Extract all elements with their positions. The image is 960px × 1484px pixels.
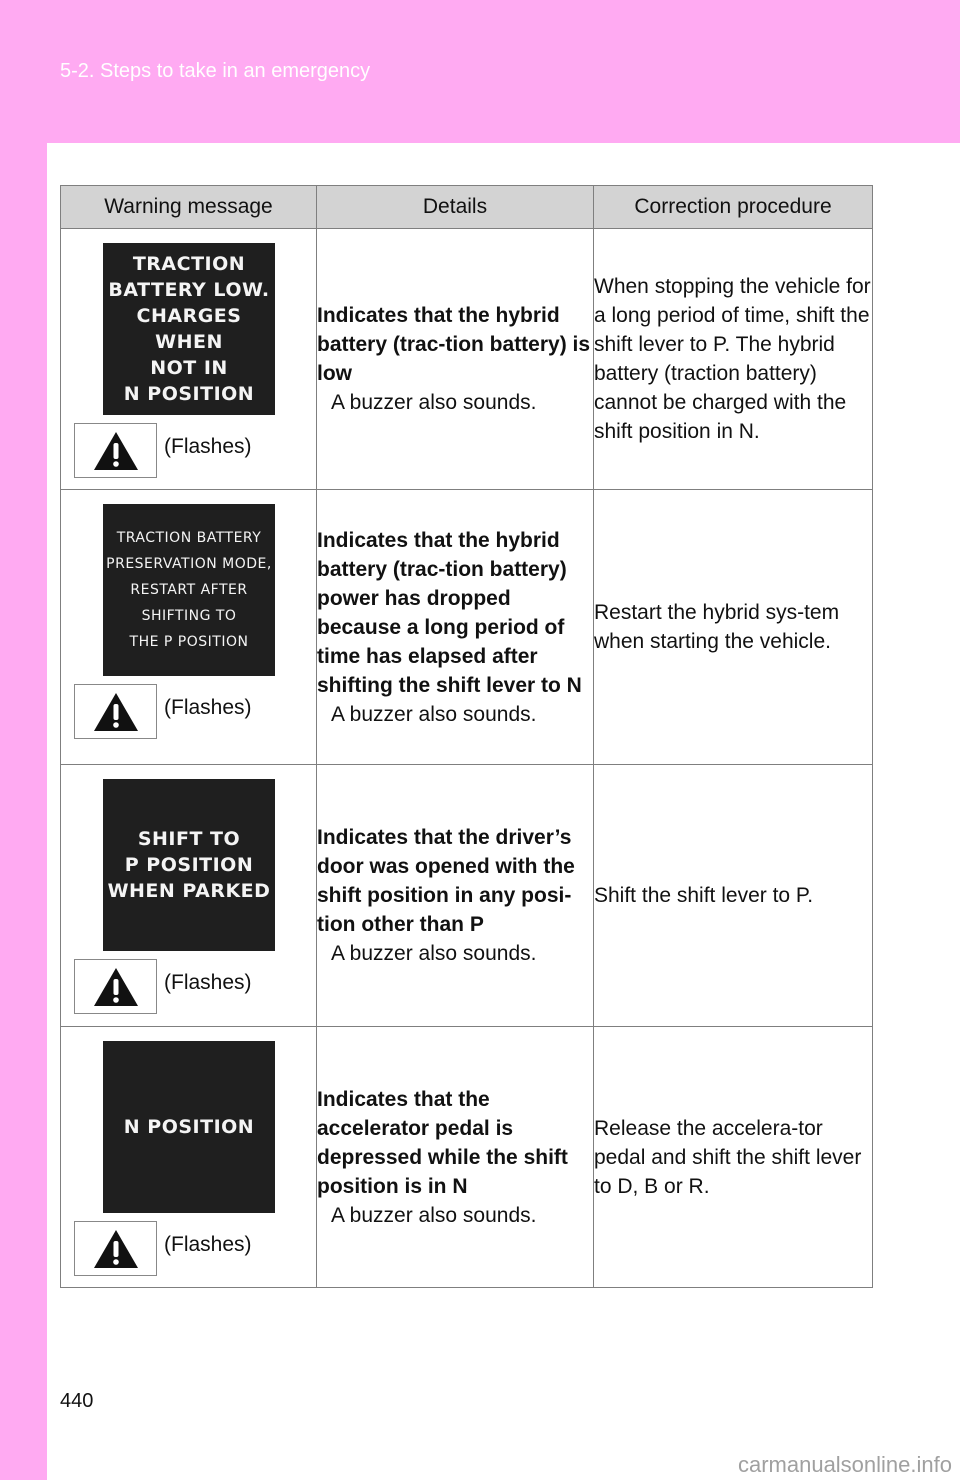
details-description: Indicates that the hybrid battery (trac-tion battery) power has dropped because a long period of time has elapsed after shifting the shift lever to N bbox=[317, 528, 582, 697]
warning-box bbox=[74, 1221, 157, 1276]
page-number: 440 bbox=[60, 1390, 94, 1412]
watermark: carmanualsonline.info bbox=[737, 1452, 952, 1477]
details-cell bbox=[317, 229, 594, 490]
table-row bbox=[61, 1027, 873, 1288]
flashes-label: (Flashes) bbox=[164, 435, 252, 458]
flashes-label: (Flashes) bbox=[164, 696, 252, 719]
details-cell bbox=[317, 1027, 594, 1288]
table-row bbox=[61, 765, 873, 1027]
warning-triangle-icon bbox=[93, 431, 139, 471]
table-row bbox=[61, 229, 873, 490]
details-note: A buzzer also sounds. bbox=[331, 702, 537, 726]
warning-message-table bbox=[60, 185, 873, 1288]
column-header-correction-procedure: Correction procedure bbox=[594, 186, 873, 229]
section-title: 5-2. Steps to take in an emergency bbox=[60, 60, 371, 82]
table-header-row bbox=[61, 186, 873, 229]
warning-message-cell bbox=[61, 765, 317, 1027]
warning-box bbox=[74, 959, 157, 1014]
warning-box bbox=[74, 684, 157, 739]
page-header bbox=[0, 0, 960, 143]
details-cell bbox=[317, 765, 594, 1027]
details-cell bbox=[317, 490, 594, 765]
warning-triangle-icon bbox=[93, 692, 139, 732]
display-screen: SHIFT TO P POSITION WHEN PARKED bbox=[103, 779, 275, 951]
side-strip bbox=[0, 143, 47, 1480]
correction-cell: Shift the shift lever to P. bbox=[594, 765, 873, 1027]
warning-box bbox=[74, 423, 157, 478]
warning-message-cell bbox=[61, 229, 317, 490]
warning-message-cell bbox=[61, 490, 317, 765]
column-header-warning-message: Warning message bbox=[61, 186, 317, 229]
details-description: Indicates that the accelerator pedal is depressed while the shift position is in N bbox=[317, 1087, 568, 1198]
warning-triangle-icon bbox=[93, 1229, 139, 1269]
warning-triangle-icon bbox=[93, 967, 139, 1007]
display-screen: N POSITION bbox=[103, 1041, 275, 1213]
details-description: Indicates that the hybrid battery (trac-tion battery) is low bbox=[317, 304, 591, 385]
flashes-label: (Flashes) bbox=[164, 971, 252, 994]
display-screen: TRACTION BATTERY LOW. CHARGES WHEN NOT IN N POSITION bbox=[103, 243, 275, 415]
correction-cell: When stopping the vehicle for a long period of time, shift the shift lever to P. The hybrid battery (traction battery) cannot be charged with the shift position in N. bbox=[594, 229, 873, 490]
details-note: A buzzer also sounds. bbox=[331, 942, 537, 965]
correction-cell: Release the accelera-tor pedal and shift the shift lever to D, B or R. bbox=[594, 1027, 873, 1288]
details-note: A buzzer also sounds. bbox=[331, 391, 537, 414]
flashes-label: (Flashes) bbox=[164, 1233, 252, 1256]
warning-message-cell bbox=[61, 1027, 317, 1288]
correction-cell: Restart the hybrid sys-tem when starting the vehicle. bbox=[594, 490, 873, 765]
display-screen: TRACTION BATTERY PRESERVATION MODE, RESTART AFTER SHIFTING TO THE P POSITION bbox=[103, 504, 275, 676]
table-row bbox=[61, 490, 873, 765]
column-header-details: Details bbox=[317, 186, 594, 229]
details-description: Indicates that the driver’s door was opened with the shift position in any posi-tion other than P bbox=[317, 826, 575, 936]
details-note: A buzzer also sounds. bbox=[331, 1203, 537, 1227]
